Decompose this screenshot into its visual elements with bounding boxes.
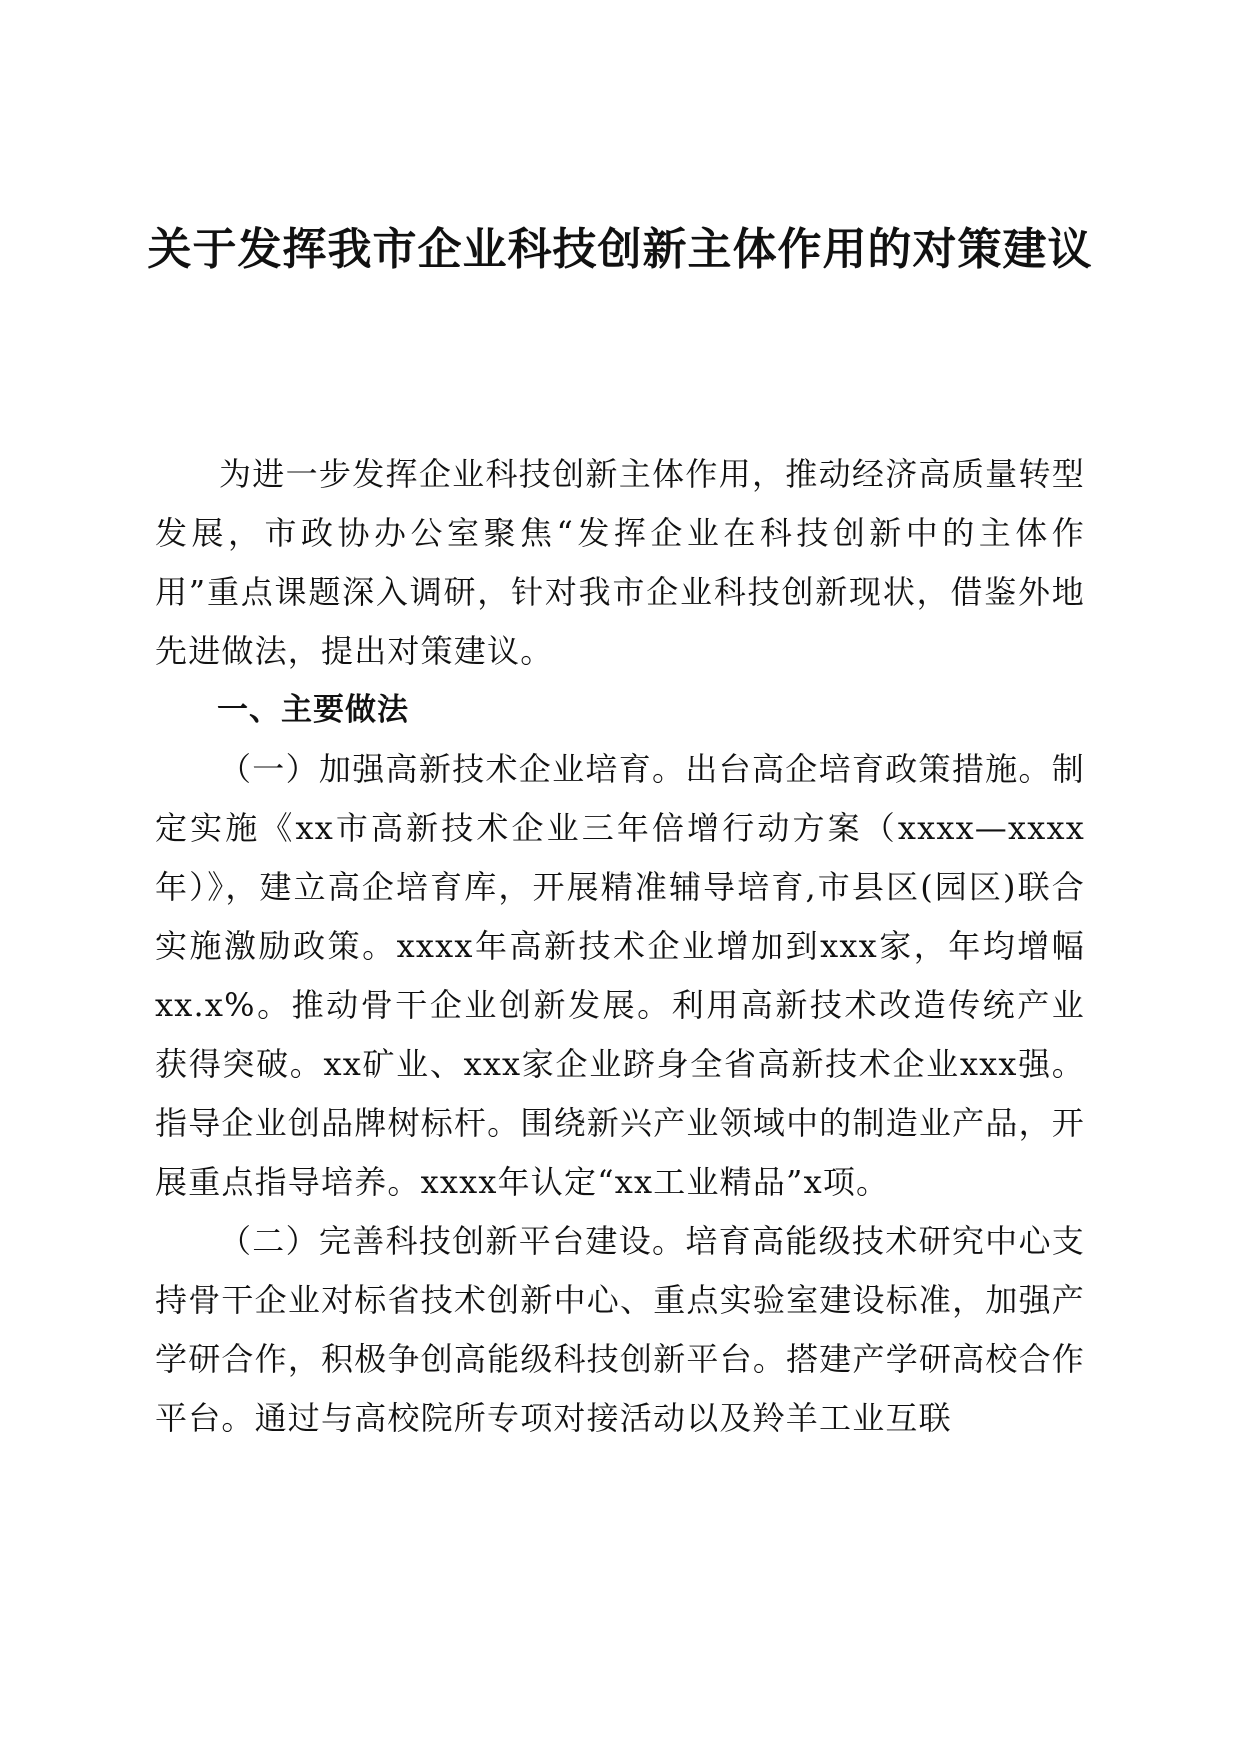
paragraph-innovation-platform: （二）完善科技创新平台建设。培育高能级技术研究中心支持骨干企业对标省技术创新中心、重点实验室建设标准，加强产学研合作，积极争创高能级科技创新平台。搭建产学研高校合作平台。通过与高校院所专项对接活动以及羚羊工业互联 (155, 1222, 1085, 1437)
intro-paragraph: 为进一步发挥企业科技创新主体作用，推动经济高质量转型发展，市政协办公室聚焦“发挥企业在科技创新中的主体作用”重点课题深入调研，针对我市企业科技创新现状，借鉴外地先进做法，提出对策建议。 (155, 455, 1085, 670)
section-heading-main-practices: 一、主要做法 (217, 692, 409, 728)
paragraph-high-tech-cultivation: （一）加强高新技术企业培育。出台高企培育政策措施。制定实施《xx市高新技术企业三年倍增行动方案（xxxx—xxxx年）》，建立高企培育库，开展精准辅导培育,市县区(园区)联合实施激励政策。xxxx年高新技术企业增加到xxx家，年均增幅xx.x%。推动骨干企业创新发展。利用高新技术改造传统产业获得突破。xx矿业、xxx家企业跻身全省高新技术企业xxx强。指导企业创品牌树标杆。围绕新兴产业领域中的制造业产品，开展重点指导培养。xxxx年认定“xx工业精品”x项。 (155, 750, 1085, 1201)
document-body (155, 445, 1085, 1448)
document-title: 关于发挥我市企业科技创新主体作用的对策建议 (147, 224, 1093, 275)
